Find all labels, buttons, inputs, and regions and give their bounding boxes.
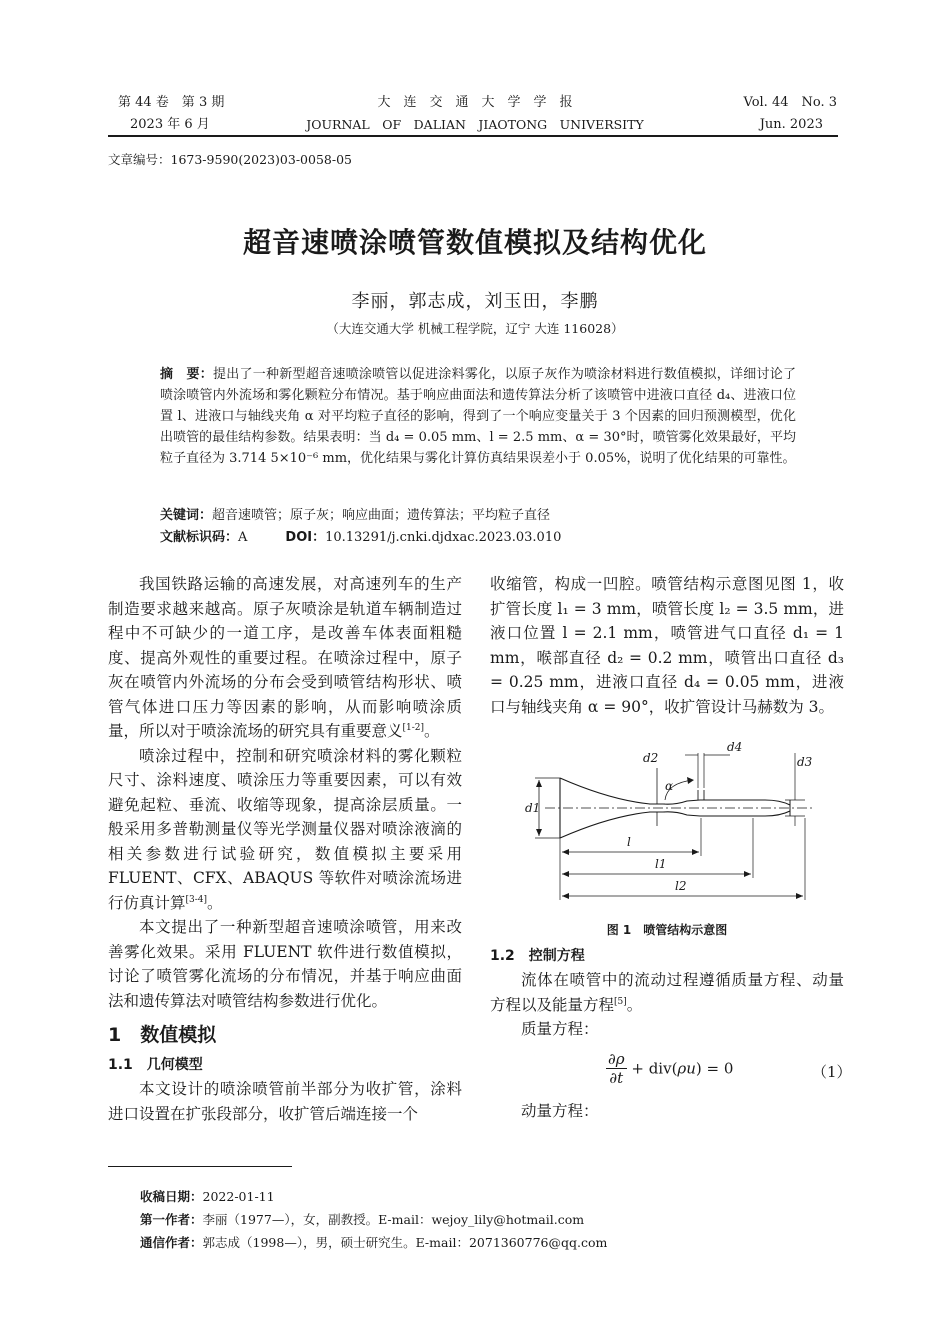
- footnote-separator: [108, 1166, 292, 1167]
- citation: [5]: [614, 996, 627, 1007]
- article-title: 超音速喷涂喷管数值模拟及结构优化: [242, 226, 707, 259]
- mass-equation-label: 质量方程：: [521, 1020, 599, 1038]
- abstract-text: 提出了一种新型超音速喷涂喷管以促进涂料雾化，以原子灰作为喷涂材料进行数值模拟，详细讨论了喷涂喷管内外流场和雾化颗粒分布情况。基于响应曲面法和遗传算法分析了该喷管中进液口直径 d₄、进液口位置 l、进液口与轴线夹角 α 对平均粒子直径的影响，得到了一个响应变量关于 3 个因素的回归预测模型，优化出喷管的最佳结构参数。结果表明：当 d₄ = 0.05 mm、l = 2.5 mm、α = 30°时，喷管雾化效果最好，平均粒子直径为 3.714 5×10⁻⁶ mm，优化结果与雾化计算仿真结果误差小于 0.05%，说明了优化结果的可靠性。: [160, 367, 796, 466]
- citation: [1-2]: [402, 723, 425, 733]
- nozzle-upper-contour: [560, 778, 790, 805]
- equation-1-number: （1）: [812, 1063, 852, 1081]
- doc-code-value: A: [238, 530, 248, 545]
- left-column: [108, 572, 462, 1126]
- equation-1: $\frac{\partial\rho}{\partial t}$ + div(ρu) = 0: [608, 1050, 734, 1087]
- control-equations-paragraph: 流体在喷管中的流动过程遵循质量方程、动量方程以及能量方程[5]。: [490, 971, 844, 1014]
- citation: [3-4]: [185, 894, 208, 905]
- keywords-label: 关键词：: [160, 508, 213, 523]
- keywords: [160, 505, 796, 526]
- abstract: [160, 364, 796, 469]
- header-date-en: Jun. 2023: [759, 117, 823, 132]
- doc-code-label: 文献标识码：: [160, 530, 239, 545]
- header-date-cn: 2023 年 6 月: [130, 117, 210, 132]
- article-number: 文章编号：1673-9590(2023)03-0058-05: [108, 152, 352, 167]
- intro-paragraph-2: 喷涂过程中，控制和研究喷涂材料的雾化颗粒尺寸、涂料速度、喷涂压力等重要因素，可以有效避免起粒、垂流、收缩等现象，提高涂层质量。一般采用多普勒测量仪等光学测量仪器对喷涂液滴的相关参数进行试验研究，数值模拟主要采用 FLUENT、CFX、ABAQUS 等软件对喷涂流场进行仿真计算[3-4]。: [108, 746, 462, 912]
- label-l2: l2: [675, 879, 687, 893]
- section-1-2-heading: 1.2 控制方程: [490, 948, 585, 964]
- header-rule: [108, 135, 838, 137]
- section-1-heading: 1 数值模拟: [108, 1024, 217, 1046]
- first-author: 第一作者：李丽（1977—），女，副教授。E-mail：wejoy_lily@hotmail.com: [140, 1212, 585, 1227]
- figure-1-caption: 图 1 喷管结构示意图: [606, 923, 728, 937]
- keywords-text: 超音速喷管；原子灰；响应曲面；遗传算法；平均粒子直径: [212, 508, 551, 523]
- momentum-equation-label: 动量方程：: [521, 1102, 599, 1120]
- received-date: 收稿日期：2022-01-11: [140, 1189, 275, 1204]
- label-l: l: [627, 835, 631, 849]
- header-journal-cn: 大 连 交 通 大 学 学 报: [377, 95, 573, 110]
- section-1-1-heading: 1.1 几何模型: [108, 1057, 203, 1073]
- affiliation: （大连交通大学 机械工程学院，辽宁 大连 116028）: [326, 321, 624, 336]
- label-l1: l1: [655, 857, 667, 871]
- intro-paragraph-1: 我国铁路运输的高速发展，对高速列车的生产制造要求越来越高。原子灰喷涂是轨道车辆制造过程中不可缺少的一道工序，是改善车体表面粗糙度、提高外观性的重要过程。在喷涂过程中，原子灰在喷管内外流场的分布会受到喷管结构形状、喷管气体进口压力等因素的影响，从而影响喷涂质量，所以对于喷涂流场的研究具有重要意义[1-2]。: [108, 575, 462, 740]
- label-d2: d2: [643, 751, 659, 765]
- label-alpha: α: [665, 779, 674, 793]
- nozzle-figure: [515, 738, 840, 908]
- header-volume-en: Vol. 44 No. 3: [743, 95, 837, 110]
- abstract-label: 摘 要：: [160, 367, 214, 382]
- doi-label: DOI：: [285, 530, 326, 545]
- doi-value: 10.13291/j.cnki.djdxac.2023.03.010: [325, 530, 562, 545]
- corresponding-author: 通信作者：郭志成（1998—），男，硕士研究生。E-mail：2071360776@qq.com: [140, 1235, 608, 1250]
- document-code: [160, 527, 796, 548]
- authors: 李丽，郭志成，刘玉田，李鹏: [351, 291, 599, 312]
- header-volume-cn: 第 44 卷 第 3 期: [118, 95, 225, 110]
- label-d4: d4: [727, 740, 743, 754]
- geometry-paragraph-cont: 收缩管，构成一凹腔。喷管结构示意图见图 1，收扩管长度 l₁ = 3 mm，喷管长度 l₂ = 3.5 mm，进液口位置 l = 2.1 mm，喷管进气口直径 d₁ = 1 mm，喉部直径 d₂ = 0.2 mm，喷管出口直径 d₃ = 0.25 mm，进液口直径 d₄ = 0.05 mm，进液口与轴线夹角 α = 90°，收扩管设计马赫数为 3。: [490, 575, 844, 716]
- geometry-paragraph: 本文设计的喷涂喷管前半部分为收扩管，涂料进口设置在扩张段部分，收扩管后端连接一个: [108, 1080, 462, 1123]
- label-d1: d1: [525, 801, 541, 815]
- right-column-lower: [490, 944, 844, 1042]
- nozzle-lower-contour: [560, 811, 790, 838]
- intro-paragraph-3: 本文提出了一种新型超音速喷涂喷管，用来改善雾化效果。采用 FLUENT 软件进行数值模拟，讨论了喷管雾化流场的分布情况，并基于响应曲面法和遗传算法对喷管结构参数进行优化。: [108, 918, 462, 1010]
- right-column: [490, 572, 844, 719]
- header-journal-en: JOURNAL OF DALIAN JIAOTONG UNIVERSITY: [306, 117, 644, 132]
- label-d3: d3: [797, 755, 813, 769]
